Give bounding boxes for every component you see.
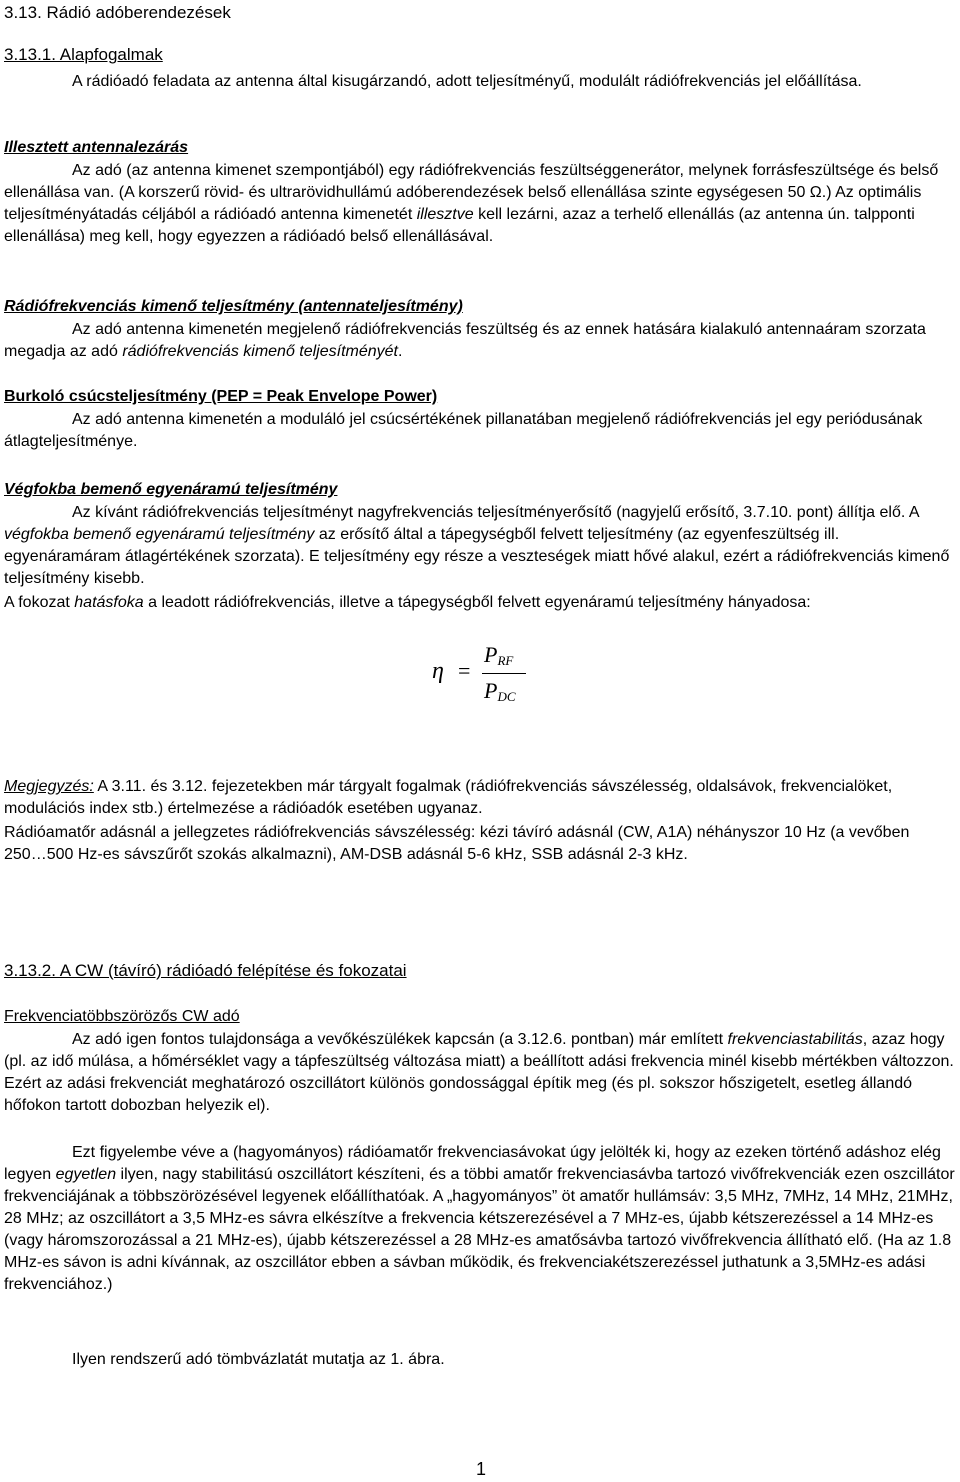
formula-num-symbol: P: [484, 642, 498, 667]
paragraph-megjegyzes-1: [4, 776, 956, 820]
paragraph-illesztett: [4, 160, 956, 248]
text-run: az erősítő által a tápegységből felvett teljesítmény (az egyenfeszültség ill. egyenáramáram átlagértékének szorzata). E teljesítmény egy része a veszteségek miatt hővé alakul, ezért a rádiófrekvenciás kimenő teljesítmény kisebb.: [4, 526, 950, 587]
formula-den-symbol: P: [484, 678, 498, 703]
emphasis-hatasfok: hatásfoka: [74, 594, 144, 611]
text-run: Az adó antenna kimenetén megjelenő rádiófrekvenciás feszültség és az ennek hatására kialakuló antennaáram szorzata megadja az adó: [4, 321, 926, 360]
paragraph-pep: Az adó antenna kimenetén a moduláló jel csúcsértékének pillanatában megjelenő rádiófrekvenciás jel egy periódusának átlagteljesítménye.: [4, 411, 923, 450]
text-run: A fokozat: [4, 594, 75, 611]
subsection-title-alapfogalmak: 3.13.1. Alapfogalmak: [4, 45, 163, 64]
paragraph-cw-1: [4, 1029, 956, 1117]
text-run: A 3.11. és 3.12. fejezetekben már tárgyalt fogalmak (rádiófrekvenciás sávszélesség, oldalsávok, frekvencialöket, modulációs index stb.) értelmezése a rádióadók esetében ugyanaz.: [4, 778, 893, 817]
intro-paragraph: A rádióadó feladata az antenna által kisugárzandó, adott teljesítményű, modulált rádiófrekvenciás jel előállítása.: [72, 73, 862, 90]
paragraph-rf-kimeno: [4, 319, 956, 363]
label-megjegyzes: Megjegyzés:: [4, 778, 94, 795]
emphasis-frekvenciastabilitas: frekvenciastabilitás: [727, 1031, 863, 1048]
heading-pep: Burkoló csúcsteljesítmény (PEP = Peak Envelope Power): [4, 388, 438, 405]
heading-vegfok: Végfokba bemenő egyenáramú teljesítmény: [4, 481, 338, 498]
text-run: .: [398, 343, 403, 360]
text-run: kell lezárni, azaz a terhelő ellenállás (az antenna ún. talpponti ellenállása) meg kell, hogy egyezzen a rádióadó belső ellenállásával.: [4, 206, 915, 245]
fraction-bar: [482, 673, 526, 674]
emphasis-vegfok: végfokba bemenő egyenáramú teljesítmény: [4, 526, 315, 543]
text-run: ilyen, nagy stabilitású oszcillátort készíteni, és a többi amatőr frekvenciasávba tartozó vivőfrekvenciák ezen oszcillátor frekvenciájának a többszörözésével legyenek előállíthatóak. A „hagyományos” öt amatőr hullámsáv: 3,5 MHz, 7MHz, 14 MHz, 21MHz, 28 MHz; az oszcillátort a 3,5 MHz-es sávra elkészítve a frekvencia kétszerezésével a 7 MHz-es, újabb kétszerezéssel a 14 MHz-es (vagy háromszorozással a 21 MHz-es), újabb kétszerezéssel a 28 MHz-es amatősávba tartozó vivőfrekvencia állítható elő. (Ha az 1.8 MHz-es sávon is adni kívánnak, az oszcillátor ebben a sávban működik, és frekvenciakétszerezéssel juthatunk a 3,5MHz-es adási frekvenciához.): [4, 1166, 955, 1293]
paragraph-vegfok-1: [4, 502, 956, 590]
text-run: Az adó (az antenna kimenet szempontjából) egy rádiófrekvenciás feszültséggenerátor, melynek forrásfeszültsége és belső ellenállása van. (A korszerű rövid- és ultrarövidhullámú adóberendezések belső ellenállása szinte egységesen 50 Ω.) Az optimális teljesítményátadás céljából a rádióadó antenna kimenetét: [4, 162, 939, 223]
paragraph-vegfok-2: [4, 592, 956, 614]
efficiency-formula: [432, 640, 552, 710]
formula-den-sub: DC: [497, 689, 516, 704]
section-title: 3.13. Rádió adóberendezések: [4, 3, 231, 22]
paragraph-cw-3: Ilyen rendszerű adó tömbvázlatát mutatja az 1. ábra.: [72, 1351, 445, 1368]
formula-equals: =: [458, 658, 471, 683]
page-number: 1: [476, 1459, 487, 1479]
text-run: a leadott rádiófrekvenciás, illetve a tápegységből felvett egyenáramú teljesítmény hányadosa:: [143, 594, 811, 611]
text-run: , azaz hogy (pl. az idő múlása, a hőmérséklet vagy a tápfeszültség változása miatt) a beállított adási frekvencia minél kisebb mértékben változzon. Ezért az adási frekvenciát meghatározó oszcillátort különös gondossággal építik meg (és pl. sokszor hőszigetelt, esetleg állandó hőfokon tartott dobozban helyezik el).: [4, 1031, 954, 1114]
emphasis-egyetlen: egyetlen: [55, 1166, 117, 1183]
heading-rf-kimeno: Rádiófrekvenciás kimenő teljesítmény (antennateljesítmény): [4, 298, 463, 315]
text-run: Az adó igen fontos tulajdonsága a vevőkészülékek kapcsán (a 3.12.6. pontban) már említett: [72, 1031, 728, 1048]
paragraph-megjegyzes-2: Rádióamatőr adásnál a jellegzetes rádiófrekvenciás sávszélesség: kézi távíró adásnál (CW, A1A) néhányszor 10 Hz (a vevőben 250…500 Hz-es sávszűrőt szokás alkalmazni), AM-DSB adásnál 5-6 kHz, SSB adásnál 2-3 kHz.: [4, 824, 910, 863]
formula-numerator: [484, 644, 513, 672]
emphasis-illesztve: illesztve: [416, 206, 474, 223]
text-run: Az kívánt rádiófrekvenciás teljesítményt nagyfrekvenciás teljesítményerősítő (nagyjelű erősítő, 3.7.10. pont) állítja elő. A: [72, 504, 919, 521]
formula-denominator: [484, 680, 516, 708]
emphasis-rf-kimeno: rádiófrekvenciás kimenő teljesítményét: [122, 343, 398, 360]
subsection-title-cw: 3.13.2. A CW (távíró) rádióadó felépítése és fokozatai: [4, 961, 407, 980]
formula-num-sub: RF: [497, 653, 514, 668]
heading-frekvenciatobbszorozos: Frekvenciatöbbszörözős CW adó: [4, 1008, 240, 1025]
heading-illesztett: Illesztett antennalezárás: [4, 139, 189, 156]
text-run: Ezt figyelembe véve a (hagyományos) rádióamatőr frekvenciasávokat úgy jelölték ki, hogy az ezeken történő adáshoz elég legyen: [4, 1144, 941, 1183]
formula-eta: η: [432, 658, 444, 684]
paragraph-cw-2: [4, 1142, 956, 1296]
